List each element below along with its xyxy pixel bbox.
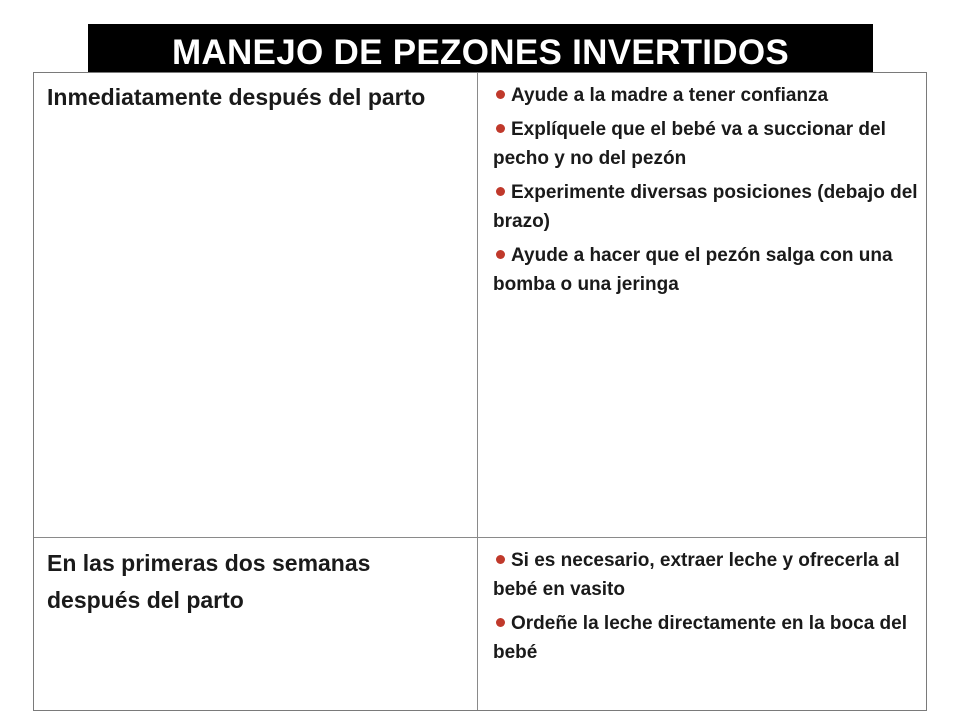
list-item bbox=[493, 241, 918, 299]
bullet-icon bbox=[496, 250, 505, 259]
row-divider bbox=[34, 537, 926, 538]
bullet-icon bbox=[496, 124, 505, 133]
list-item bbox=[493, 609, 918, 667]
list-item-text: Explíquele que el bebé va a succionar del pecho y no del pezón bbox=[493, 119, 886, 169]
list-item-text: Ordeñe la leche directamente en la boca del bebé bbox=[493, 613, 907, 663]
period-cell-2: En las primeras dos semanas después del parto bbox=[47, 550, 371, 613]
bullet-icon bbox=[496, 618, 505, 627]
list-item-text: Ayude a hacer que el pezón salga con una bomba o una jeringa bbox=[493, 245, 893, 295]
bullet-icon bbox=[496, 187, 505, 196]
column-divider bbox=[477, 73, 478, 710]
page-title: MANEJO DE PEZONES INVERTIDOS bbox=[171, 32, 790, 72]
actions-cell-1 bbox=[493, 81, 918, 304]
list-item-text: Si es necesario, extraer leche y ofrecerla al bebé en vasito bbox=[493, 550, 900, 600]
period-cell-1: Inmediatamente después del parto bbox=[47, 84, 426, 110]
bullet-icon bbox=[496, 90, 505, 99]
list-item-text: Ayude a la madre a tener confianza bbox=[511, 85, 829, 106]
list-item bbox=[493, 178, 918, 236]
management-table bbox=[33, 72, 927, 711]
list-item bbox=[493, 546, 918, 604]
list-item bbox=[493, 115, 918, 173]
title-banner bbox=[88, 24, 873, 73]
list-item-text: Experimente diversas posiciones (debajo del brazo) bbox=[493, 182, 918, 232]
actions-cell-2 bbox=[493, 546, 918, 672]
list-item bbox=[493, 81, 918, 110]
bullet-icon bbox=[496, 555, 505, 564]
